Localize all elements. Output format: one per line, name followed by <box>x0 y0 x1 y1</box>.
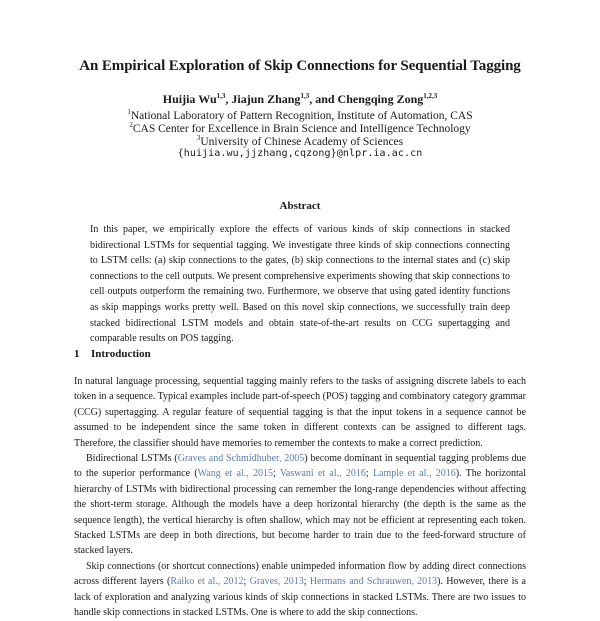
author-affil-marker: 1,3 <box>216 92 226 100</box>
citation-link[interactable]: Raiko et al., 2012 <box>170 576 244 588</box>
author-separator: , and <box>309 92 338 106</box>
text-run: ). However, there is a lack of exploration and analyzing various kinds of skip connections in stacked LSTMs. There are two issues to handle skip connections in stacked LSTMs. One is where to add the skip connections. <box>74 576 526 619</box>
author-emails: {huijia.wu,jjzhang,cqzong}@nlpr.ia.ac.cn <box>177 148 423 159</box>
text-run: ). The horizontal hierarchy of LSTMs with bidirectional processing can remember the long-range dependencies without affecting the short-term storage. Although the models have a deep horizontal hierarchy (the depth is the same as the sequence length), the vertical hierarchy is often shallow, which may not be efficient at representing each token. Stacked LSTMs are deep in both directions, but become harder to train due to the feed-forward structure of stacked layers. <box>74 468 526 557</box>
paragraph-1: In natural language processing, sequential tagging mainly refers to the tasks of assigning discrete labels to each token in a sequence. Typical examples include part-of-speech (POS) tagging and combinatory category grammar (CCG) supertagging. A regular feature of sequential tagging is that the input tokens in a sequence cannot be assumed to be independent since the same token in different contexts can be assigned to different tags. Therefore, the classifier should have memories to remember the contexts to make a correct prediction. <box>74 376 526 449</box>
author-affil-marker: 1,2,3 <box>423 92 438 100</box>
citation-link[interactable]: Wang et al., 2015 <box>197 468 273 480</box>
affiliation-2 <box>0 121 600 135</box>
citation-link[interactable]: Lample et al., 2016 <box>372 468 456 480</box>
citation-link[interactable]: Vaswani et al., 2016 <box>279 468 366 480</box>
author-separator: , <box>225 92 232 106</box>
author-name: Jiajun Zhang <box>231 92 301 106</box>
text-run: Bidirectional LSTMs ( <box>86 453 178 465</box>
paragraph-3 <box>74 559 526 621</box>
affiliation-3 <box>0 134 600 148</box>
abstract-heading: Abstract <box>279 200 321 212</box>
citation-link[interactable]: Hermans and Schrauwen, 2013 <box>309 576 438 588</box>
citation-link[interactable]: Graves and Schmidhuber, 2005 <box>177 453 305 465</box>
abstract-body <box>90 222 510 347</box>
introduction-body <box>74 374 526 621</box>
affiliation-1 <box>0 108 600 122</box>
text-run: ; <box>303 576 310 588</box>
author-name: Huijia Wu <box>162 92 217 106</box>
paper-title: An Empirical Exploration of Skip Connections for Sequential Tagging <box>79 58 521 74</box>
abstract-text: In this paper, we empirically explore the effects of various kinds of skip connections in stacked bidirectional LSTMs for sequential tagging. We investigate three kinds of skip connections connecting to LSTM cells: (a) skip connections to the gates, (b) skip connections to the internal states and (c) skip connections to the cell outputs. We present comprehensive experiments showing that skip connections to cell outputs outperform the remaining two. Furthermore, we observe that using gated identity functions as skip mappings works pretty well. Based on this novel skip connections, we successfully train deep stacked bidirectional LSTM models and obtain state-of-the-art results on CCG supertagging and comparable results on POS tagging. <box>90 224 510 345</box>
section-heading <box>74 348 151 360</box>
affiliation-text: University of Chinese Academy of Sciences <box>200 135 404 148</box>
author-line <box>0 92 600 107</box>
affiliation-marker: 3 <box>196 134 201 142</box>
text-run: Skip connections (or shortcut connections) enable unimpeded information flow by adding direct connections across different layers ( <box>74 560 526 588</box>
section-title: Introduction <box>91 348 151 360</box>
affiliation-marker: 2 <box>129 121 133 129</box>
text-run: ; <box>272 468 280 480</box>
section-number: 1 <box>74 348 80 360</box>
author-affil-marker: 1,3 <box>300 92 310 100</box>
author-name: Chengqing Zong <box>337 92 424 106</box>
affiliation-marker: 1 <box>127 108 131 116</box>
citation-link[interactable]: Graves, 2013 <box>249 576 304 588</box>
text-run: ; <box>243 576 250 588</box>
text-run: ) become dominant in sequential tagging problems due to the superior performance ( <box>74 453 526 480</box>
affiliation-text: National Laboratory of Pattern Recognition, Institute of Automation, CAS <box>130 109 473 122</box>
affiliation-text: CAS Center for Excellence in Brain Science and Intelligence Technology <box>132 122 471 135</box>
text-run: ; <box>365 468 373 480</box>
paragraph-2 <box>74 451 526 559</box>
